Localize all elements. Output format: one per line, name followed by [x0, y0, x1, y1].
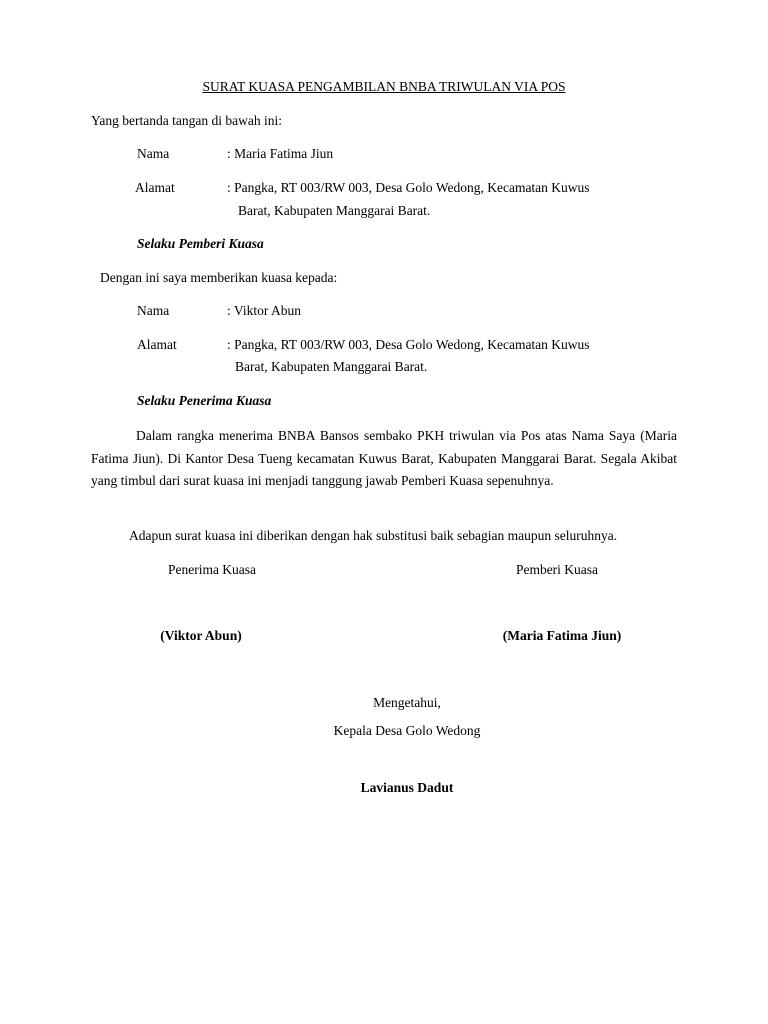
grantor-address-line2: Barat, Kabupaten Manggarai Barat.	[238, 203, 431, 218]
grantee-address-label: Alamat	[137, 337, 177, 352]
grantee-address-line2: Barat, Kabupaten Manggarai Barat.	[235, 359, 428, 374]
grantee-role: Selaku Penerima Kuasa	[137, 393, 272, 408]
giver-signature-name: (Maria Fatima Jiun)	[502, 628, 622, 643]
grantor-name-value: : Maria Fatima Jiun	[227, 146, 334, 161]
body-paragraph-text: Dalam rangka menerima BNBA Bansos sembako PKH triwulan via Pos atas Nama Saya (Maria Fatima Jiun). Di Kantor Desa Tueng kecamatan Kuwus Barat, Kabupaten Manggarai Barat. Segala Akibat yang timbul dari surat kuasa ini menjadi tanggung jawab Pemberi Kuasa sepenuhnya.	[91, 428, 677, 488]
grantor-address-label: Alamat	[135, 180, 175, 195]
acknowledgement-label: Mengetahui,	[373, 695, 441, 710]
grantee-name-value: : Viktor Abun	[227, 303, 301, 318]
village-head-name: Lavianus Dadut	[360, 780, 454, 795]
receiver-label: Penerima Kuasa	[167, 562, 257, 577]
grantee-address-line1: : Pangka, RT 003/RW 003, Desa Golo Wedong, Kecamatan Kuwus	[227, 337, 590, 352]
substitution-note: Adapun surat kuasa ini diberikan dengan hak substitusi baik sebagian maupun seluruhnya.	[129, 528, 618, 543]
grantee-name-label: Nama	[137, 303, 170, 318]
grantor-name-label: Nama	[137, 146, 170, 161]
village-head-position: Kepala Desa Golo Wedong	[333, 723, 481, 738]
receiver-signature-name: (Viktor Abun)	[160, 628, 242, 643]
giver-label: Pemberi Kuasa	[515, 562, 599, 577]
grant-intro-text: Dengan ini saya memberikan kuasa kepada:	[100, 270, 338, 285]
body-paragraph	[91, 425, 677, 493]
grantor-role: Selaku Pemberi Kuasa	[137, 236, 264, 251]
grantor-address-line1: : Pangka, RT 003/RW 003, Desa Golo Wedong, Kecamatan Kuwus	[227, 180, 590, 195]
intro-text: Yang bertanda tangan di bawah ini:	[91, 113, 282, 128]
document-title: SURAT KUASA PENGAMBILAN BNBA TRIWULAN VIA POS	[202, 79, 566, 94]
